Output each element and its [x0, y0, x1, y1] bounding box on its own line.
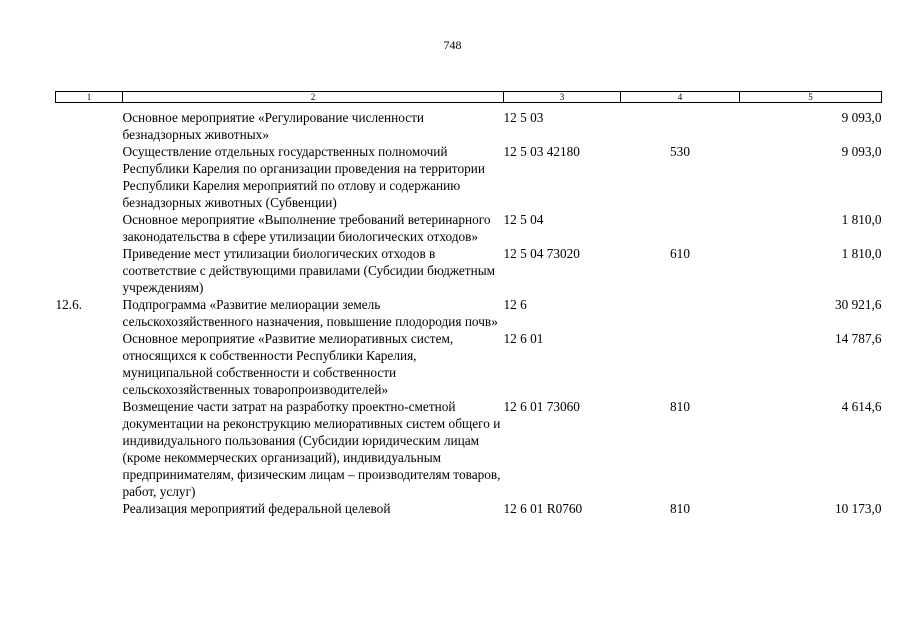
row-code: 12 6 01 73060 — [503, 399, 580, 414]
row-amount: 14 787,6 — [834, 331, 882, 346]
table-row — [56, 245, 882, 296]
header-row — [56, 92, 882, 103]
row-type — [621, 330, 740, 398]
row-name: Подпрограмма «Развитие мелиорации земель сельскохозяйственного назначения, повышение плодородия почв» — [122, 297, 498, 329]
row-name: Основное мероприятие «Выполнение требований ветеринарного законодательства в сфере утилизации биологических отходов» — [122, 212, 491, 244]
header-col-4: 4 — [621, 92, 740, 103]
row-name: Основное мероприятие «Развитие мелиоративных систем, относящихся к собственности Республики Карелия, муниципальной собственности и собственности сельскохозяйственных товаропроизводителей» — [122, 331, 454, 397]
header-col-5: 5 — [740, 92, 882, 103]
row-type — [621, 211, 740, 245]
row-amount: 30 921,6 — [834, 297, 882, 312]
budget-table — [55, 91, 882, 517]
table-row — [56, 398, 882, 500]
row-amount: 1 810,0 — [841, 246, 882, 261]
row-code: 12 6 01 — [503, 331, 544, 346]
row-amount: 1 810,0 — [841, 212, 882, 227]
page-number: 748 — [443, 38, 462, 52]
table-row — [56, 296, 882, 330]
row-type — [621, 103, 740, 144]
row-number — [56, 143, 123, 211]
row-number — [56, 500, 123, 517]
row-code: 12 5 04 73020 — [503, 246, 580, 261]
row-type: 610 — [670, 246, 690, 261]
row-number — [56, 330, 123, 398]
row-number — [56, 211, 123, 245]
row-type: 530 — [670, 144, 690, 159]
table-row — [56, 211, 882, 245]
row-amount: 10 173,0 — [834, 501, 882, 516]
row-number — [56, 245, 123, 296]
row-code: 12 5 03 42180 — [503, 144, 580, 159]
row-number — [56, 398, 123, 500]
header-col-1: 1 — [56, 92, 123, 103]
row-name: Приведение мест утилизации биологических отходов в соответствие с действующими правилами (Субсидии бюджетным учреждениям) — [122, 246, 496, 295]
header-col-3: 3 — [504, 92, 621, 103]
row-name: Возмещение части затрат на разработку проектно-сметной документации на реконструкцию мелиоративных систем общего и индивидуального пользования (Субсидии юридическим лицам (кроме некоммерческих организаций), индивидуальным предпринимателям, физическим лицам – производителям товаров, работ, услуг) — [122, 399, 501, 499]
row-type: 810 — [670, 399, 690, 414]
row-code: 12 6 — [503, 297, 527, 312]
row-code: 12 5 04 — [503, 212, 544, 227]
row-number: 12.6. — [55, 297, 83, 312]
row-amount: 4 614,6 — [841, 399, 882, 414]
row-name: Осуществление отдельных государственных полномочий Республики Карелия по организации проведения на территории Республики Карелия мероприятий по отлову и содержанию безнадзорных животных (Субвенции) — [122, 144, 485, 210]
row-number — [56, 103, 123, 144]
row-amount: 9 093,0 — [841, 110, 882, 125]
table-row — [56, 500, 882, 517]
row-type: 810 — [670, 501, 690, 516]
table-row — [56, 330, 882, 398]
row-name: Основное мероприятие «Регулирование численности безнадзорных животных» — [122, 110, 425, 142]
table-row — [56, 143, 882, 211]
row-code: 12 5 03 — [503, 110, 544, 125]
row-type — [621, 296, 740, 330]
row-name: Реализация мероприятий федеральной целевой — [122, 501, 391, 516]
table-row — [56, 103, 882, 144]
header-col-2: 2 — [123, 92, 504, 103]
row-amount: 9 093,0 — [841, 144, 882, 159]
row-code: 12 6 01 R0760 — [503, 501, 583, 516]
